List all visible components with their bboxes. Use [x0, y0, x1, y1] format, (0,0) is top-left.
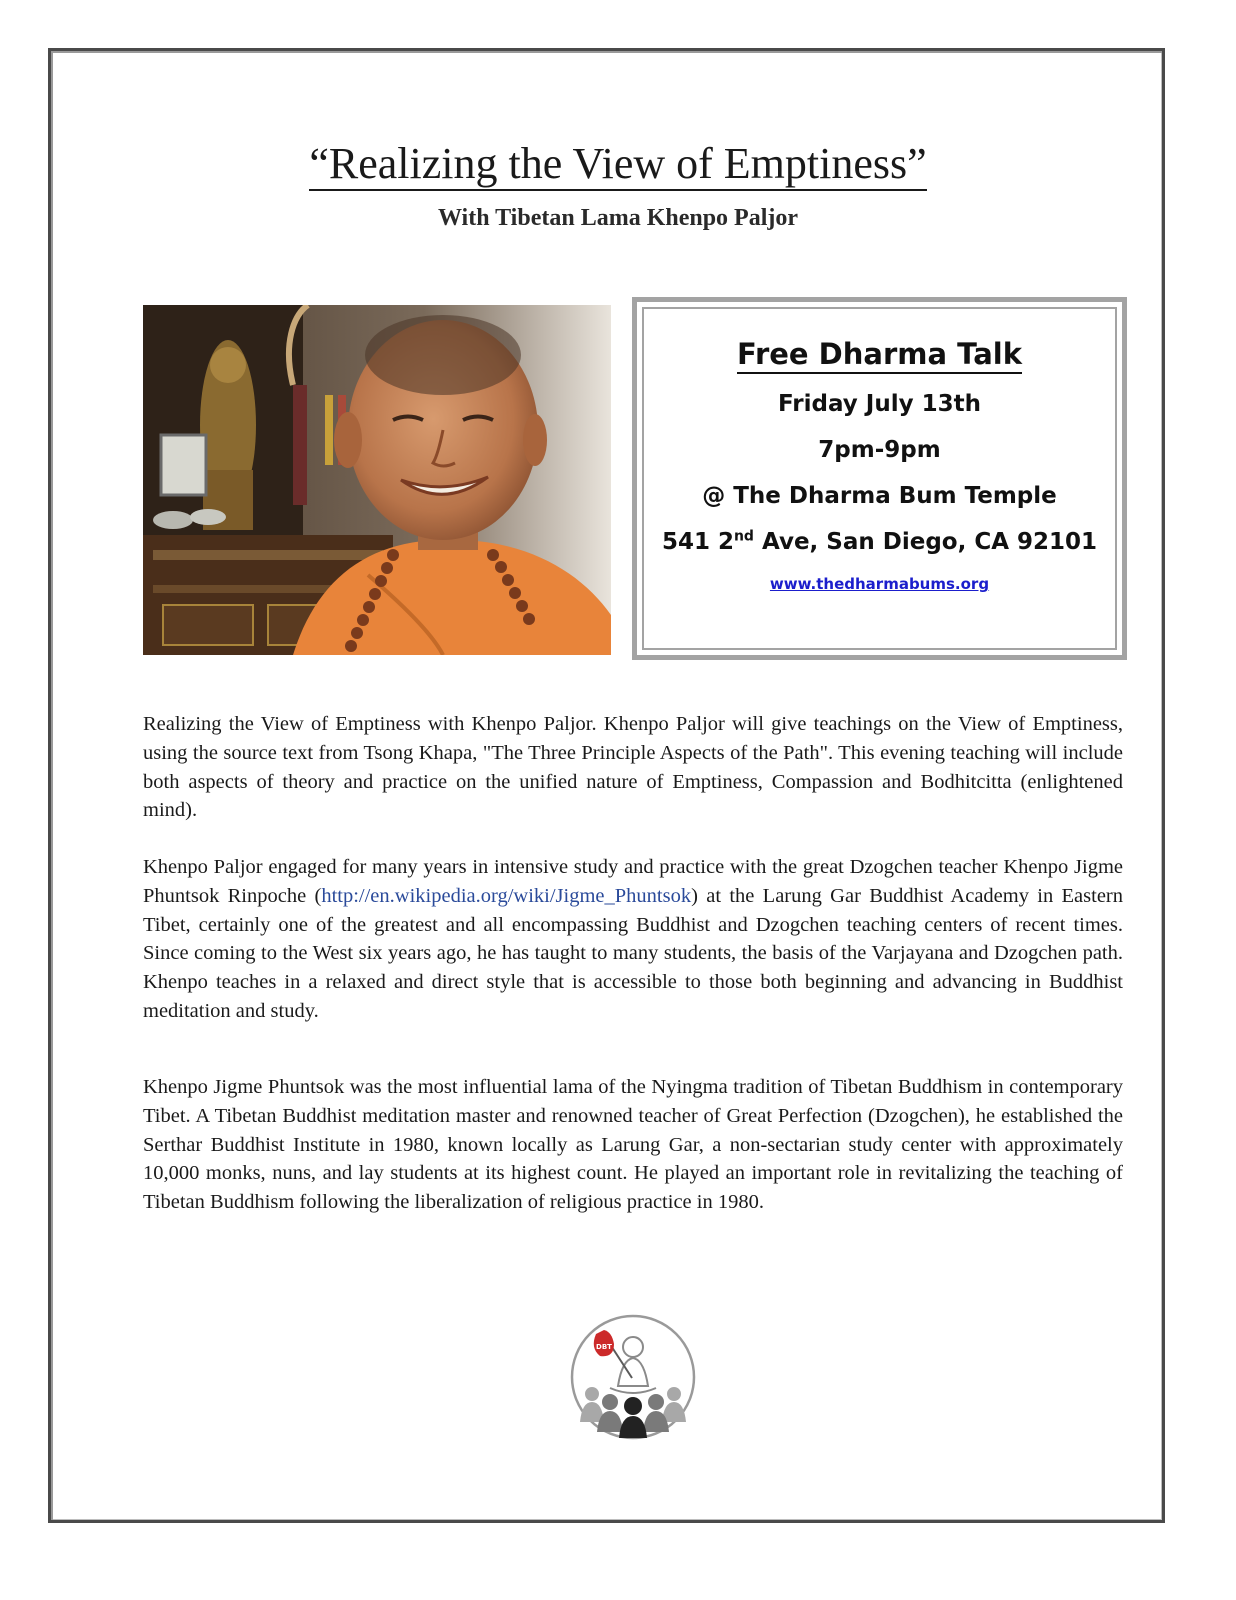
- event-website: [644, 575, 1115, 593]
- address-rest: Ave, San Diego, CA 92101: [753, 529, 1098, 555]
- website-link[interactable]: www.thedharmabums.org: [769, 575, 990, 593]
- teacher-paragraph: [143, 853, 1123, 1026]
- logo-badge-text: DBT: [596, 1343, 612, 1351]
- wikipedia-link[interactable]: http://en.wikipedia.org/wiki/Jigme_Phuntsok: [321, 884, 692, 907]
- event-date: Friday July 13th: [778, 391, 981, 417]
- event-venue: @ The Dharma Bum Temple: [702, 483, 1057, 509]
- event-heading-text: Free Dharma Talk: [737, 337, 1022, 374]
- history-paragraph: Khenpo Jigme Phuntsok was the most influential lama of the Nyingma tradition of Tibetan Buddhism in contemporary Tibet. A Tibetan Buddhist meditation master and renowned teacher of Great Perfection (Dzogchen), he established the Serthar Buddhist Institute in 1980, known locally as Larung Gar, a non-sectarian study center with approximately 10,000 monks, nuns, and lay students at its highest count. He played an important role in revitalizing the teaching of Tibetan Buddhism following the liberalization of religious practice in 1980.: [143, 1076, 1123, 1214]
- event-time: 7pm-9pm: [818, 437, 941, 463]
- page-subtitle: With Tibetan Lama Khenpo Paljor: [437, 205, 799, 231]
- teacher-paragraph-end: ) at the Larung Gar Buddhist Academy in Eastern Tibet, certainly one of the greatest and all encompassing Buddhist and Dzogchen teaching centers of recent times. Since coming to the West six years ago, he has taught to many students, the basis of the Varjayana and Dzogchen path. Khenpo teaches in a relaxed and direct style that is accessible to those both beginning and advancing in Buddhist meditation and study.: [143, 884, 1123, 1022]
- intro-paragraph: Realizing the View of Emptiness with Khenpo Paljor. Khenpo Paljor will give teachings on the View of Emptiness, using the source text from Tsong Khapa, "The Three Principle Aspects of the Path". This evening teaching will include both aspects of theory and practice on the unified nature of Emptiness, Compassion and Bodhitcitta (enlightened mind).: [143, 713, 1123, 822]
- event-info-inner-border: [642, 307, 1117, 650]
- lama-photo: [143, 305, 611, 655]
- event-info-box: [632, 297, 1127, 660]
- page-title: [0, 138, 1236, 189]
- address-number: 541 2: [661, 529, 734, 555]
- dharma-bum-temple-logo: [570, 1314, 696, 1440]
- event-address: [644, 529, 1115, 555]
- address-superscript: nd: [733, 528, 754, 545]
- event-heading: [644, 337, 1115, 371]
- teacher-paragraph-start: Khenpo Paljor engaged for many years in intensive study and practice with the great Dzogchen teacher Khenpo Jigme Phuntsok Rinpoche (: [143, 856, 1123, 907]
- page-title-text: “Realizing the View of Emptiness”: [309, 139, 926, 191]
